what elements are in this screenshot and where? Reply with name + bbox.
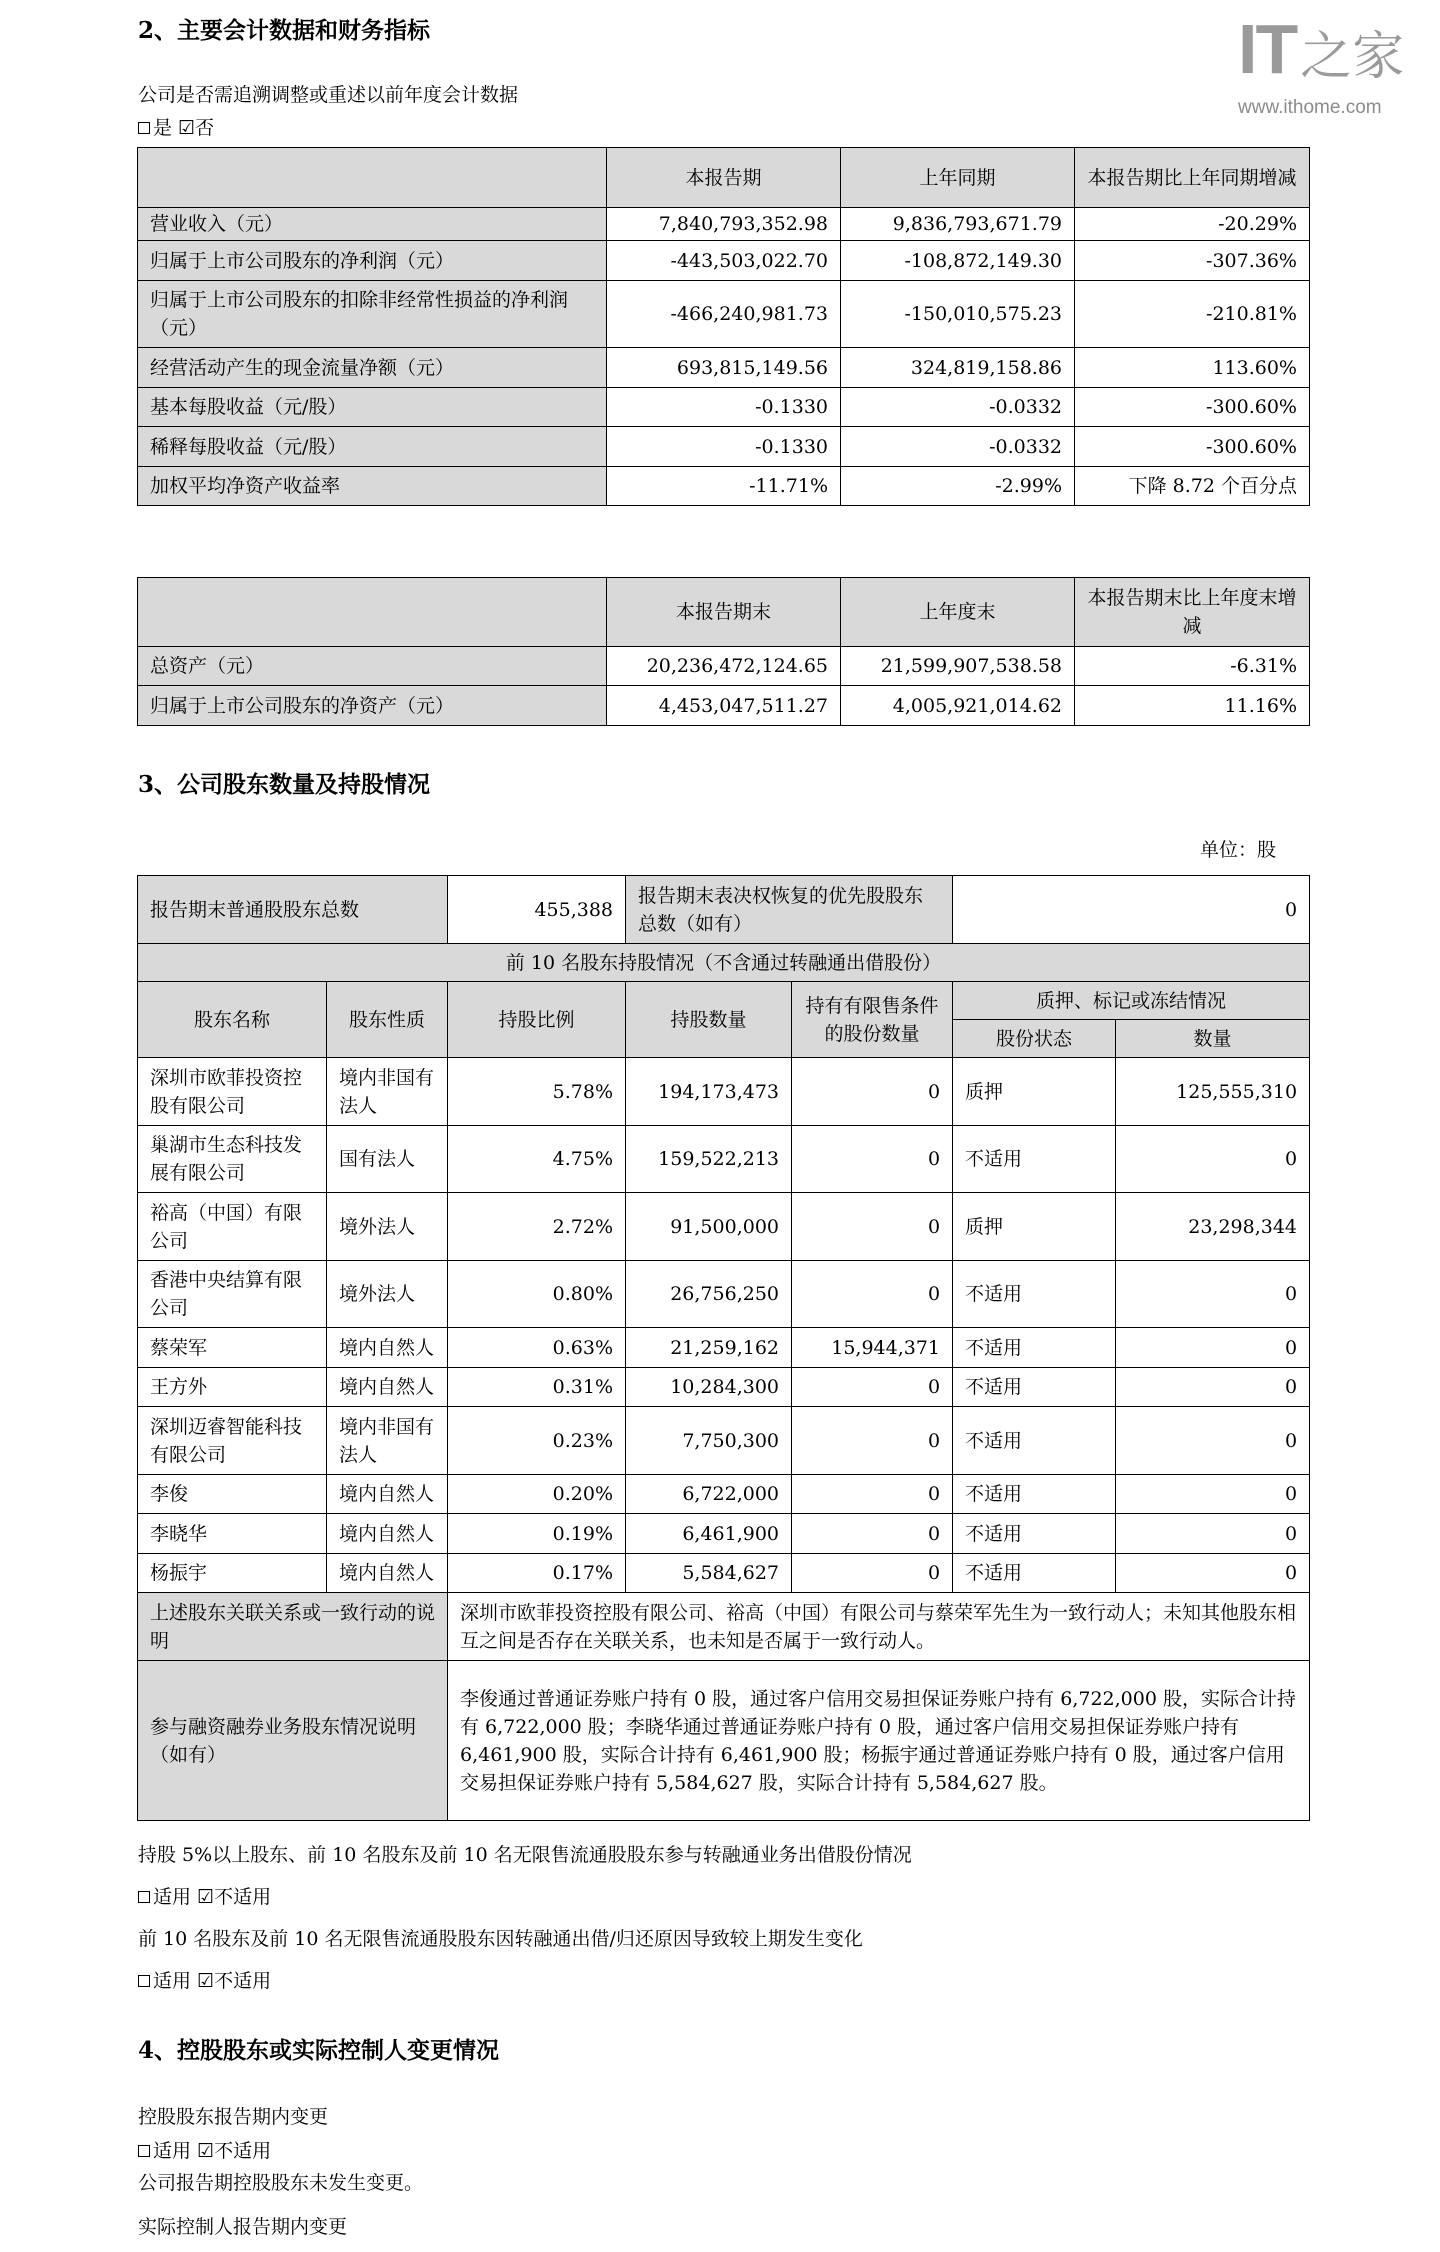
header-cell: 持股数量: [626, 982, 792, 1058]
value-cell: 4,453,047,511.27: [607, 686, 841, 726]
holder-restricted: 0: [792, 1554, 953, 1593]
value-cell: 113.60%: [1075, 348, 1310, 388]
table-row: [138, 467, 1310, 506]
option-not-apply: 不适用: [214, 2140, 272, 2162]
option-apply: 适用: [153, 1970, 192, 1992]
asset-table: [137, 577, 1310, 726]
row-label: 归属于上市公司股东的净利润（元）: [138, 241, 607, 281]
value-cell: -6.31%: [1075, 647, 1310, 686]
holder-name: 杨振宇: [138, 1554, 327, 1593]
holder-name: 深圳市欧菲投资控股有限公司: [138, 1058, 327, 1126]
header-cell: 质押、标记或冻结情况: [953, 982, 1310, 1020]
table-row: [138, 281, 1310, 348]
holder-status: 不适用: [953, 1514, 1116, 1554]
holder-name: 李俊: [138, 1475, 327, 1514]
holder-type: 境内非国有法人: [327, 1407, 448, 1475]
checkbox-checked-icon: ☑: [197, 2140, 215, 2162]
holder-pct: 5.78%: [448, 1058, 626, 1126]
holder-pct: 4.75%: [448, 1126, 626, 1193]
table-row: [138, 241, 1310, 281]
holder-type: 境内自然人: [327, 1514, 448, 1554]
value-cell: -443,503,022.70: [607, 241, 841, 281]
total-holders-value: 455,388: [448, 876, 626, 944]
holder-num: 0: [1116, 1328, 1310, 1368]
holder-pct: 0.63%: [448, 1328, 626, 1368]
lending-note-2-options: [138, 1966, 271, 1993]
watermark-url: www.ithome.com: [1238, 97, 1382, 118]
option-apply: 适用: [153, 1886, 192, 1908]
holder-pct: 0.80%: [448, 1261, 626, 1328]
option-no: 否: [195, 117, 215, 139]
controlling-holder-text: 公司报告期控股股东未发生变更。: [138, 2172, 424, 2194]
holder-status: 不适用: [953, 1261, 1116, 1328]
related-parties-row: [138, 1593, 1310, 1661]
option-not-apply: 不适用: [214, 1970, 272, 1992]
table-row: [138, 1261, 1310, 1328]
holder-restricted: 0: [792, 1407, 953, 1475]
row-label: 营业收入（元）: [138, 208, 607, 241]
table-row: [138, 1193, 1310, 1261]
row-label: 归属于上市公司股东的净资产（元）: [138, 686, 607, 726]
holder-type: 国有法人: [327, 1126, 448, 1193]
total-holders-row: [138, 876, 1310, 944]
value-cell: 20,236,472,124.65: [607, 647, 841, 686]
value-cell: 下降 8.72 个百分点: [1075, 467, 1310, 506]
holder-type: 境内自然人: [327, 1475, 448, 1514]
holder-type: 境外法人: [327, 1261, 448, 1328]
value-cell: 324,819,158.86: [841, 348, 1075, 388]
holder-num: 0: [1116, 1554, 1310, 1593]
restate-options: [138, 113, 214, 140]
holder-status: 不适用: [953, 1126, 1116, 1193]
pref-holders-label: 报告期末表决权恢复的优先股股东总数（如有）: [626, 876, 953, 944]
value-cell: -0.1330: [607, 427, 841, 467]
holder-qty: 7,750,300: [626, 1407, 792, 1475]
holder-pct: 0.31%: [448, 1368, 626, 1407]
lending-note-2: 前 10 名股东及前 10 名无限售流通股股东因转融通出借/归还原因导致较上期发生变化: [138, 1928, 863, 1950]
value-cell: -300.60%: [1075, 388, 1310, 427]
holder-type: 境内自然人: [327, 1368, 448, 1407]
value-cell: -2.99%: [841, 467, 1075, 506]
total-holders-label: 报告期末普通股股东总数: [138, 876, 448, 944]
holder-restricted: 0: [792, 1475, 953, 1514]
holder-num: 0: [1116, 1126, 1310, 1193]
lending-note-1-options: [138, 1882, 271, 1909]
table-row: [138, 1126, 1310, 1193]
table-row: [138, 1328, 1310, 1368]
value-cell: -0.0332: [841, 388, 1075, 427]
value-cell: 7,840,793,352.98: [607, 208, 841, 241]
table-row: [138, 208, 1310, 241]
row-label: 稀释每股收益（元/股）: [138, 427, 607, 467]
table-header-row: [138, 148, 1310, 208]
table-row: [138, 1058, 1310, 1126]
related-parties-text: 深圳市欧菲投资控股有限公司、裕高（中国）有限公司与蔡荣军先生为一致行动人；未知其他股东相互之间是否存在关联关系，也未知是否属于一致行动人。: [448, 1593, 1310, 1661]
table-row: [138, 686, 1310, 726]
value-cell: -466,240,981.73: [607, 281, 841, 348]
value-cell: 693,815,149.56: [607, 348, 841, 388]
row-label: 基本每股收益（元/股）: [138, 388, 607, 427]
option-apply: 适用: [153, 2140, 192, 2162]
table-row: [138, 1475, 1310, 1514]
holder-name: 蔡荣军: [138, 1328, 327, 1368]
holder-restricted: 0: [792, 1514, 953, 1554]
restate-question: 公司是否需追溯调整或重述以前年度会计数据: [138, 84, 519, 106]
header-cell: 持有有限售条件的股份数量: [792, 982, 953, 1058]
holder-status: 不适用: [953, 1368, 1116, 1407]
holder-qty: 5,584,627: [626, 1554, 792, 1593]
value-cell: 21,599,907,538.58: [841, 647, 1075, 686]
header-cell: 上年度末: [841, 578, 1075, 647]
watermark-logo-cn: 之家: [1300, 27, 1405, 87]
holder-status: 不适用: [953, 1554, 1116, 1593]
holder-num: 125,555,310: [1116, 1058, 1310, 1126]
header-cell: 股东性质: [327, 982, 448, 1058]
section-4-heading: 4、控股股东或实际控制人变更情况: [138, 2037, 500, 2064]
holder-name: 裕高（中国）有限公司: [138, 1193, 327, 1261]
holder-pct: 0.19%: [448, 1514, 626, 1554]
value-cell: 11.16%: [1075, 686, 1310, 726]
row-label: 经营活动产生的现金流量净额（元）: [138, 348, 607, 388]
financial-indicators-table: [137, 147, 1310, 506]
holder-name: 王方外: [138, 1368, 327, 1407]
holder-num: 0: [1116, 1475, 1310, 1514]
holder-type: 境外法人: [327, 1193, 448, 1261]
option-not-apply: 不适用: [214, 1886, 272, 1908]
controlling-holder-options: [138, 2136, 271, 2163]
holder-pct: 0.20%: [448, 1475, 626, 1514]
margin-trading-text: 李俊通过普通证券账户持有 0 股，通过客户信用交易担保证券账户持有 6,722,000 股，实际合计持有 6,722,000 股；李晓华通过普通证券账户持有 0 股，通过客户信用交易担保证券账户持有 6,461,900 股，实际合计持有 6,461,900 股；杨振宇通过普通证券账户持有 0 股，通过客户信用交易担保证券账户持有 5,584,627 股，实际合计持有 5,584,627 股。: [448, 1661, 1310, 1821]
holder-qty: 21,259,162: [626, 1328, 792, 1368]
header-cell: 本报告期末比上年度末增减: [1075, 578, 1310, 647]
header-cell: 上年同期: [841, 148, 1075, 208]
value-cell: 9,836,793,671.79: [841, 208, 1075, 241]
value-cell: -307.36%: [1075, 241, 1310, 281]
header-cell: 本报告期: [607, 148, 841, 208]
header-cell: 股东名称: [138, 982, 327, 1058]
holder-name: 巢湖市生态科技发展有限公司: [138, 1126, 327, 1193]
table-row: [138, 1368, 1310, 1407]
unit-label: 单位：股: [1200, 839, 1277, 861]
table-row: [138, 388, 1310, 427]
holder-type: 境内非国有法人: [327, 1058, 448, 1126]
value-cell: -108,872,149.30: [841, 241, 1075, 281]
ithome-watermark: [1238, 10, 1418, 134]
value-cell: -300.60%: [1075, 427, 1310, 467]
header-blank: [138, 148, 607, 208]
header-cell: 本报告期比上年同期增减: [1075, 148, 1310, 208]
value-cell: -11.71%: [607, 467, 841, 506]
holder-restricted: 0: [792, 1193, 953, 1261]
checkbox-checked-icon: ☑: [197, 1886, 215, 1908]
table-row: [138, 1514, 1310, 1554]
margin-trading-label: 参与融资融券业务股东情况说明（如有）: [138, 1661, 448, 1821]
header-blank: [138, 578, 607, 647]
table-row: [138, 427, 1310, 467]
section-2-heading: 2、主要会计数据和财务指标: [138, 17, 431, 44]
value-cell: -0.1330: [607, 388, 841, 427]
checkbox-empty-icon: [138, 1975, 150, 1987]
holder-restricted: 0: [792, 1126, 953, 1193]
option-yes: 是: [153, 117, 173, 139]
row-label: 归属于上市公司股东的扣除非经常性损益的净利润（元）: [138, 281, 607, 348]
top10-title-row: [138, 944, 1310, 982]
holder-qty: 159,522,213: [626, 1126, 792, 1193]
row-label: 加权平均净资产收益率: [138, 467, 607, 506]
table-row: [138, 1407, 1310, 1475]
holder-status: 质押: [953, 1193, 1116, 1261]
pref-holders-value: 0: [953, 876, 1310, 944]
value-cell: 4,005,921,014.62: [841, 686, 1075, 726]
header-cell: 数量: [1116, 1020, 1310, 1058]
holder-qty: 6,722,000: [626, 1475, 792, 1514]
holder-status: 不适用: [953, 1328, 1116, 1368]
holder-qty: 194,173,473: [626, 1058, 792, 1126]
holder-name: 香港中央结算有限公司: [138, 1261, 327, 1328]
holder-restricted: 15,944,371: [792, 1328, 953, 1368]
table-header-row: [138, 578, 1310, 647]
holder-qty: 91,500,000: [626, 1193, 792, 1261]
holder-num: 0: [1116, 1368, 1310, 1407]
top10-title: 前 10 名股东持股情况（不含通过转融通出借股份）: [138, 944, 1310, 982]
value-cell: -0.0332: [841, 427, 1075, 467]
table-row: [138, 647, 1310, 686]
checkbox-empty-icon: [138, 1891, 150, 1903]
holder-num: 0: [1116, 1261, 1310, 1328]
holder-name: 深圳迈睿智能科技有限公司: [138, 1407, 327, 1475]
section-3-heading: 3、公司股东数量及持股情况: [138, 771, 431, 798]
holder-status: 不适用: [953, 1475, 1116, 1514]
value-cell: -20.29%: [1075, 208, 1310, 241]
holder-type: 境内自然人: [327, 1554, 448, 1593]
checkbox-empty-icon: [138, 2145, 150, 2157]
holder-restricted: 0: [792, 1058, 953, 1126]
holder-pct: 0.23%: [448, 1407, 626, 1475]
holder-restricted: 0: [792, 1261, 953, 1328]
holder-pct: 2.72%: [448, 1193, 626, 1261]
watermark-logo: IT: [1238, 10, 1297, 88]
holder-pct: 0.17%: [448, 1554, 626, 1593]
table-row: [138, 348, 1310, 388]
lending-note-1: 持股 5%以上股东、前 10 名股东及前 10 名无限售流通股股东参与转融通业务出借股份情况: [138, 1844, 912, 1866]
holder-num: 0: [1116, 1514, 1310, 1554]
actual-controller-change: 实际控制人报告期内变更: [138, 2216, 348, 2238]
header-cell: 持股比例: [448, 982, 626, 1058]
holder-type: 境内自然人: [327, 1328, 448, 1368]
holder-name: 李晓华: [138, 1514, 327, 1554]
holder-qty: 26,756,250: [626, 1261, 792, 1328]
holder-qty: 10,284,300: [626, 1368, 792, 1407]
holder-status: 质押: [953, 1058, 1116, 1126]
checkbox-empty-icon: [138, 122, 150, 134]
controlling-holder-change: 控股股东报告期内变更: [138, 2106, 329, 2128]
header-cell: 本报告期末: [607, 578, 841, 647]
checkbox-checked-icon: ☑: [178, 117, 196, 139]
value-cell: -210.81%: [1075, 281, 1310, 348]
shareholder-table: [137, 875, 1310, 1821]
related-parties-label: 上述股东关联关系或一致行动的说明: [138, 1593, 448, 1661]
holder-status: 不适用: [953, 1407, 1116, 1475]
checkbox-checked-icon: ☑: [197, 1970, 215, 1992]
holder-num: 23,298,344: [1116, 1193, 1310, 1261]
holder-restricted: 0: [792, 1368, 953, 1407]
value-cell: -150,010,575.23: [841, 281, 1075, 348]
holder-qty: 6,461,900: [626, 1514, 792, 1554]
holder-num: 0: [1116, 1407, 1310, 1475]
margin-trading-row: [138, 1661, 1310, 1821]
header-cell: 股份状态: [953, 1020, 1116, 1058]
table-header-row: [138, 982, 1310, 1020]
table-row: [138, 1554, 1310, 1593]
row-label: 总资产（元）: [138, 647, 607, 686]
